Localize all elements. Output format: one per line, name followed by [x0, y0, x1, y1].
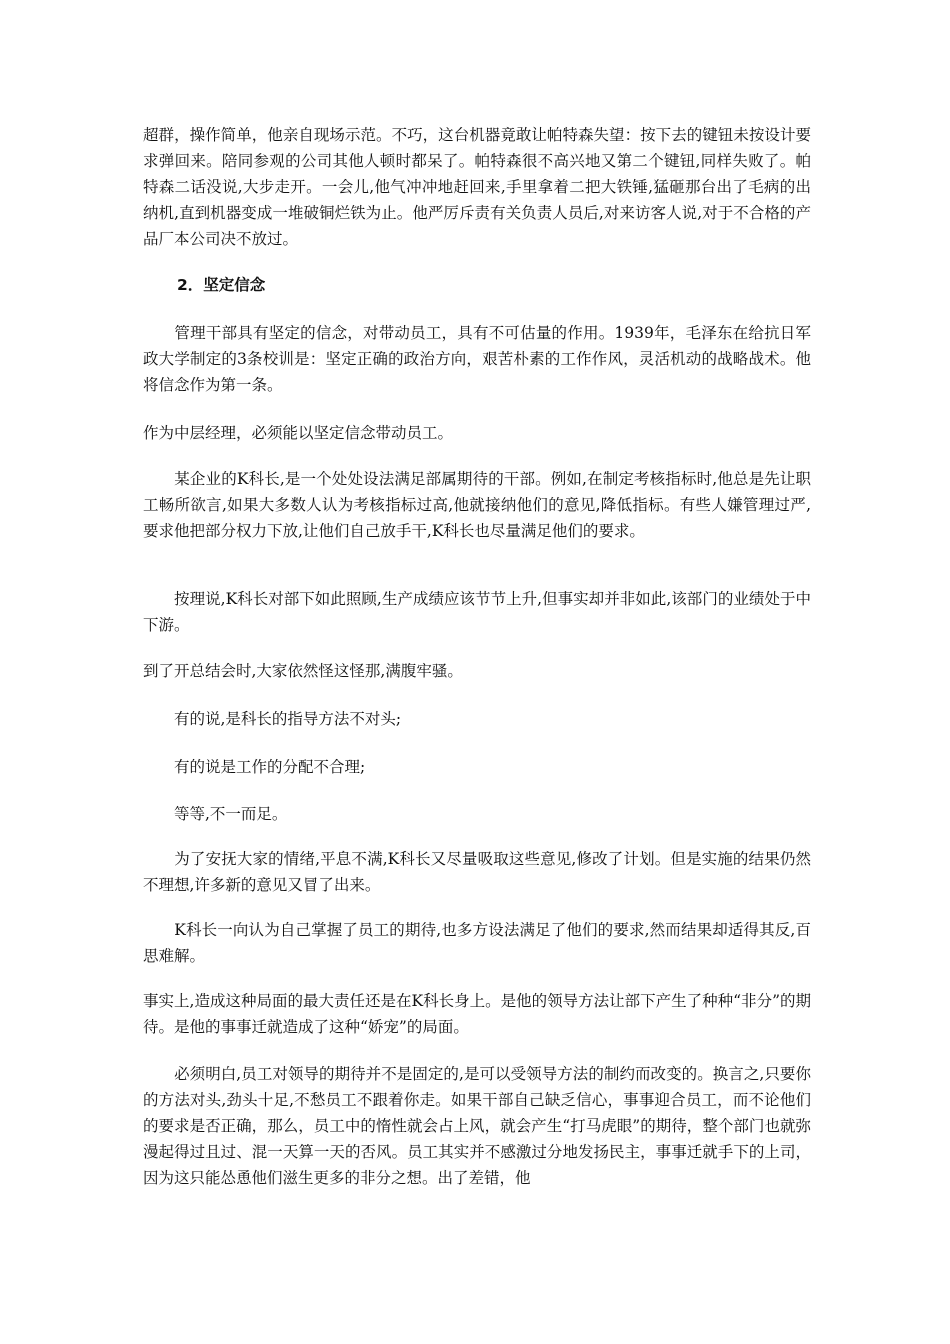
paragraph-summary-meeting: 到了开总结会时,大家依然怪这怪那,满腹牢骚。: [143, 662, 463, 680]
paragraph-k-chief-intro: 某企业的K科长,是一个处处设法满足部属期待的干部。例如,在制定考核指标时,他总是先让职工畅所欲言,如果大多数人认为考核指标过高,他就接纳他们的意见,降低指标。有些人嫌管理过严,要求他把部分权力下放,让他们自己放手干,K科长也尽量满足他们的要求。: [143, 470, 811, 540]
paragraph-k-chief-puzzled: K科长一向认为自己掌握了员工的期待,也多方设法满足了他们的要求,然而结果却适得其反,百思难解。: [143, 921, 811, 965]
paragraph-complaint-1: 有的说,是科长的指导方法不对头;: [143, 710, 402, 728]
paragraph-complaint-2: 有的说是工作的分配不合理;: [143, 758, 366, 776]
section-heading-firm-belief: 2．坚定信念: [177, 276, 266, 294]
paragraph-middle-manager: 作为中层经理，必须能以坚定信念带动员工。: [143, 424, 454, 442]
paragraph-expectations: 必须明白,员工对领导的期待并不是固定的,是可以受领导方法的制约而改变的。换言之,只要你的方法对头,劲头十足,不愁员工不跟着你走。如果干部自己缺乏信心，事事迎合员工，而不论他们的要求是否正确，那么，员工中的惰性就会占上风，就会产生“打马虎眼”的期待，整个部门也就弥漫起得过且过、混一天算一天的否风。员工其实并不感激过分地发扬民主，事事迁就手下的上司，因为这只能怂恿他们滋生更多的非分之想。出了差错，他: [143, 1065, 811, 1187]
paragraph-mao-school-motto: 管理干部具有坚定的信念，对带动员工，具有不可估量的作用。1939年，毛泽东在给抗日军政大学制定的3条校训是：坚定正确的政治方向，艰苦朴素的工作作风，灵活机动的战略战术。他将信念作为第一条。: [143, 324, 811, 394]
paragraph-responsibility: 事实上,造成这种局面的最大责任还是在K科长身上。是他的领导方法让部下产生了种种“非分”的期待。是他的事事迁就造成了这种“娇宠”的局面。: [143, 992, 811, 1036]
paragraph-etc: 等等,不一而足。: [143, 805, 288, 823]
paragraph-patterson-story: 超群，操作简单，他亲自现场示范。不巧，这台机器竟敢让帕特森失望：按下去的键钮未按设计要求弹回来。陪同参观的公司其他人顿时都呆了。帕特森很不高兴地又第二个键钮,同样失败了。帕特森二话没说,大步走开。一会儿,他气冲冲地赶回来,手里拿着二把大铁锤,猛砸那台出了毛病的出纳机,直到机器变成一堆破铜烂铁为止。他严厉斥责有关负责人员后,对来访客人说,对于不合格的产品厂本公司决不放过。: [143, 126, 811, 248]
paragraph-k-chief-results: 按理说,K科长对部下如此照顾,生产成绩应该节节上升,但事实却并非如此,该部门的业绩处于中下游。: [143, 590, 811, 634]
paragraph-revised-plan: 为了安抚大家的情绪,平息不满,K科长又尽量吸取这些意见,修改了计划。但是实施的结果仍然不理想,许多新的意见又冒了出来。: [143, 850, 811, 894]
